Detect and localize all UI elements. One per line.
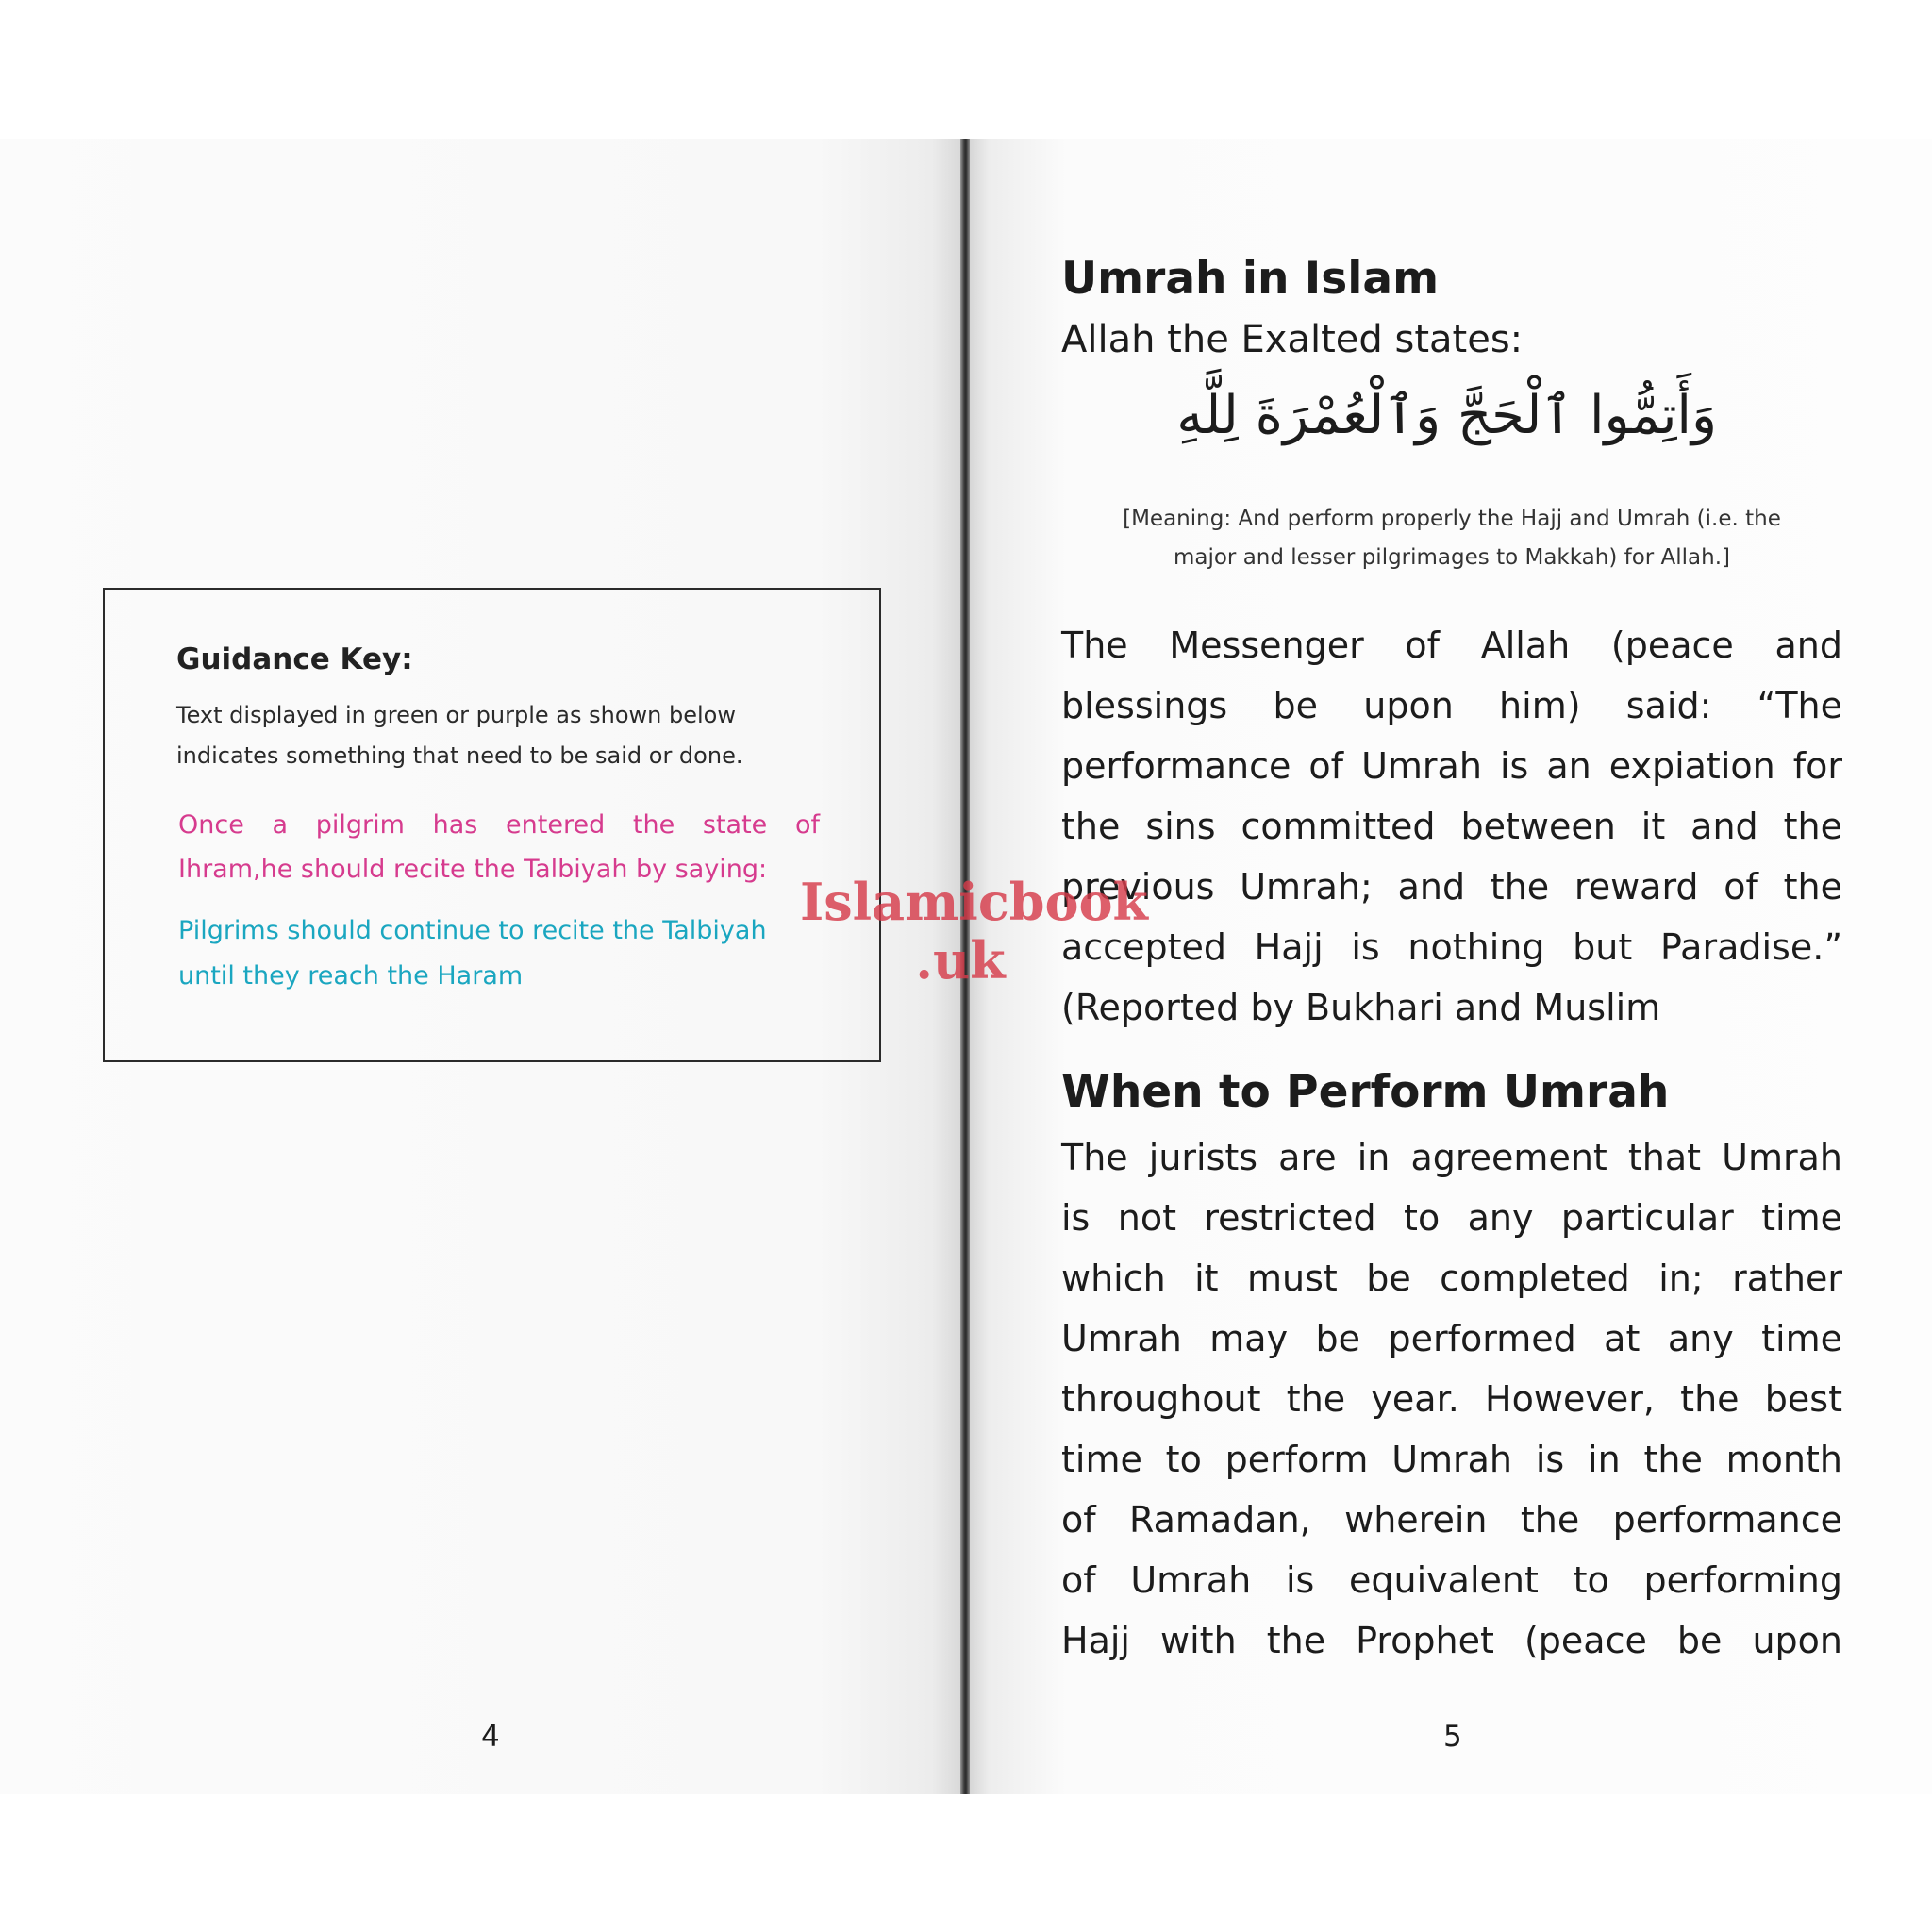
guidance-key-intro-line: indicates something that need to be said or done. bbox=[176, 742, 743, 769]
paragraph-line: (Reported by Bukhari and Muslim bbox=[1061, 987, 1661, 1028]
paragraph-line: accepted Hajj is nothing but Paradise.” bbox=[1061, 926, 1842, 968]
verse-meaning-line: major and lesser pilgrimages to Makkah) for Allah.] bbox=[1173, 545, 1731, 570]
timing-paragraph bbox=[1061, 1127, 1842, 1671]
paragraph-line: The jurists are in agreement that Umrah bbox=[1061, 1137, 1842, 1178]
guidance-key-title: Guidance Key: bbox=[176, 642, 413, 676]
green-example-line: Pilgrims should continue to recite the Talbiyah bbox=[178, 916, 767, 945]
watermark bbox=[800, 872, 1148, 991]
hadith-paragraph bbox=[1061, 615, 1842, 1038]
guidance-key-intro bbox=[176, 695, 818, 776]
page-number-left: 4 bbox=[481, 1720, 500, 1754]
paragraph-line: previous Umrah; and the reward of the bbox=[1061, 866, 1842, 908]
arabic-verse: وَأَتِمُّوا ٱلْحَجَّ وَٱلْعُمْرَةَ لِلَّهِ bbox=[1176, 385, 1717, 446]
green-example-text bbox=[178, 908, 820, 999]
verse-meaning-line: [Meaning: And perform properly the Hajj and Umrah (i.e. the bbox=[1123, 507, 1781, 531]
paragraph-line: time to perform Umrah is in the month bbox=[1061, 1439, 1842, 1480]
paragraph-line: Umrah may be performed at any time bbox=[1061, 1318, 1842, 1359]
paragraph-line: of Ramadan, wherein the performance bbox=[1061, 1499, 1842, 1541]
paragraph-line: is not restricted to any particular time bbox=[1061, 1197, 1842, 1239]
paragraph-line: blessings be upon him) said: “The bbox=[1061, 685, 1842, 726]
verse-meaning bbox=[1061, 500, 1842, 577]
purple-example-line: Ihram,he should recite the Talbiyah by saying: bbox=[178, 855, 768, 884]
page-heading: Umrah in Islam bbox=[1061, 253, 1440, 305]
paragraph-line: performance of Umrah is an expiation for bbox=[1061, 745, 1842, 787]
watermark-line: Islamicbook bbox=[800, 872, 1148, 932]
paragraph-line: Hajj with the Prophet (peace be upon bbox=[1061, 1620, 1842, 1661]
guidance-key-box bbox=[103, 588, 881, 1062]
paragraph-line: The Messenger of Allah (peace and bbox=[1061, 625, 1842, 666]
paragraph-line: throughout the year. However, the best bbox=[1061, 1378, 1842, 1420]
green-example-line: until they reach the Haram bbox=[178, 961, 524, 991]
purple-example-line: Once a pilgrim has entered the state of bbox=[178, 810, 820, 840]
purple-example-text bbox=[178, 803, 820, 891]
paragraph-line: which it must be completed in; rather bbox=[1061, 1257, 1842, 1299]
paragraph-line: the sins committed between it and the bbox=[1061, 806, 1842, 847]
page-number-right: 5 bbox=[1443, 1720, 1462, 1754]
section-heading: When to Perform Umrah bbox=[1061, 1066, 1670, 1118]
watermark-line: .uk bbox=[915, 930, 1006, 991]
page-subheading: Allah the Exalted states: bbox=[1061, 318, 1524, 361]
guidance-key-intro-line: Text displayed in green or purple as shown below bbox=[176, 702, 736, 728]
paragraph-line: of Umrah is equivalent to performing bbox=[1061, 1559, 1842, 1601]
